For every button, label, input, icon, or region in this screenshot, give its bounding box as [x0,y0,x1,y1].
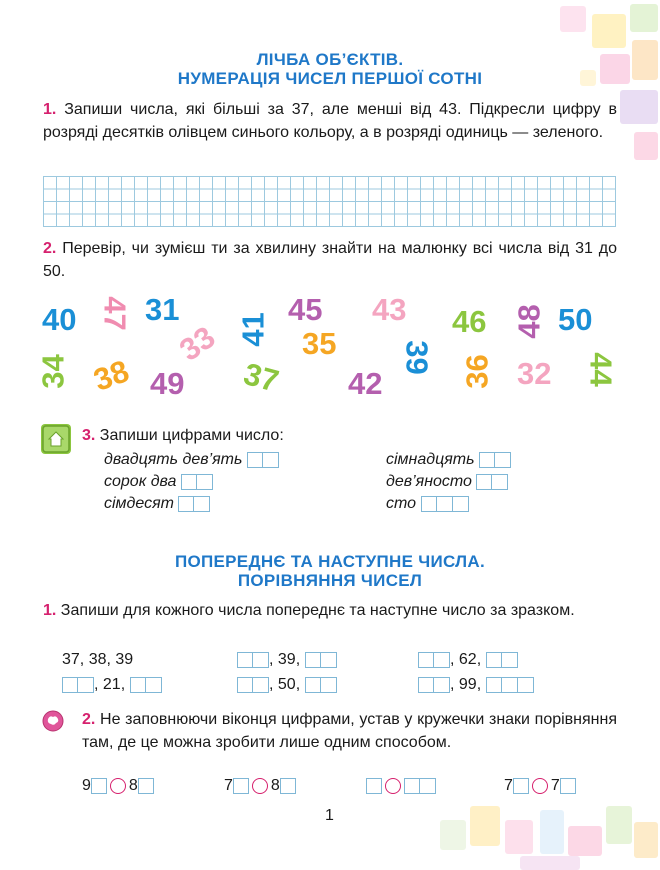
brain-icon [42,710,64,732]
digit-box[interactable] [453,496,469,512]
task3-item-17: сімнадцять [386,450,511,470]
compare-circle[interactable] [532,778,548,794]
digit-box[interactable] [194,496,210,512]
digit-box[interactable] [237,677,253,693]
digit-box[interactable] [486,652,502,668]
digit-box[interactable] [197,474,213,490]
number-48[interactable]: 48 [511,304,547,339]
compare-empty [366,776,436,796]
number-33[interactable]: 33 [173,319,222,368]
digit-box[interactable] [560,778,576,794]
number-36[interactable]: 36 [459,354,495,389]
digit-box[interactable] [253,677,269,693]
number-46[interactable]: 46 [452,304,487,339]
number-37[interactable]: 37 [240,356,283,399]
task2-text [43,237,617,283]
sequence-39: , 39, [237,650,337,670]
number-35[interactable]: 35 [302,326,337,361]
digit-box[interactable] [321,677,337,693]
digit-box[interactable] [502,652,518,668]
number-47[interactable]: 47 [97,296,133,331]
digit-box[interactable] [247,452,263,468]
digit-box[interactable] [62,677,78,693]
task-number: 2. [82,711,96,728]
section2-title [0,552,660,590]
compare-circle[interactable] [252,778,268,794]
compare-9-8: 9 8 [82,776,154,796]
section2-title-line1: ПОПЕРЕДНЄ ТА НАСТУПНЕ ЧИСЛА. [174,552,486,571]
task-text: Запиши числа, які більші за 37, але менші від 43. Підкресли цифру в розряді десятків олівцем синього кольору, а в розряді одиниць — зеленого. [43,101,618,141]
section2-title-line2: ПОРІВНЯННЯ ЧИСЕЛ [237,571,423,590]
digit-box[interactable] [495,452,511,468]
digit-box[interactable] [253,652,269,668]
digit-box[interactable] [178,496,194,512]
digit-box[interactable] [321,652,337,668]
digit-box[interactable] [91,778,107,794]
number-44[interactable]: 44 [583,352,619,387]
digit-box[interactable] [421,496,437,512]
digit-box[interactable] [476,474,492,490]
task3-item-29: двадцять дев’ять [104,450,279,470]
number-50[interactable]: 50 [558,302,593,337]
sequence-21: , 21, [62,675,162,695]
digit-box[interactable] [305,652,321,668]
page-number: 1 [325,807,334,824]
section1-title-line2: НУМЕРАЦІЯ ЧИСЕЛ ПЕРШОЇ СОТНІ [177,69,483,88]
task-number: 3. [82,427,96,444]
number-42[interactable]: 42 [348,366,383,401]
digit-box[interactable] [486,677,502,693]
digit-box[interactable] [404,778,420,794]
compare-circle[interactable] [385,778,401,794]
example-sequence: 37, 38, 39 [62,651,134,668]
number-39[interactable]: 39 [399,340,435,375]
digit-box[interactable] [280,778,296,794]
number-49[interactable]: 49 [150,366,185,401]
task3-item-42: сорок два [104,472,213,492]
number-45[interactable]: 45 [288,292,323,327]
digit-box[interactable] [502,677,518,693]
digit-box[interactable] [418,652,434,668]
task3-text [82,426,284,446]
task3-item-100: сто [386,494,469,514]
task3-item-90: дев’яносто [386,472,508,492]
number-34[interactable]: 34 [35,354,71,389]
number-41[interactable]: 41 [235,312,271,347]
digit-box[interactable] [518,677,534,693]
digit-box[interactable] [233,778,249,794]
number-43[interactable]: 43 [372,292,407,327]
digit-box[interactable] [492,474,508,490]
number-40[interactable]: 40 [42,302,77,337]
answer-grid[interactable] [43,176,616,227]
task-number: 1. [43,101,57,118]
compare-7-7: 7 7 [504,776,576,796]
task1-text [43,98,617,144]
digit-box[interactable] [237,652,253,668]
sequence-99: , 99, [418,675,534,695]
number-38[interactable]: 38 [89,353,134,398]
digit-box[interactable] [305,677,321,693]
digit-box[interactable] [181,474,197,490]
digit-box[interactable] [434,677,450,693]
sequence-50: , 50, [237,675,337,695]
digit-box[interactable] [263,452,279,468]
compare-7-8: 7 8 [224,776,296,796]
digit-box[interactable] [513,778,529,794]
task-text: Запиши для кожного числа попереднє та наступне число за зразком. [60,602,575,619]
task3-item-70: сімдесят [104,494,210,514]
task-number: 1. [43,602,57,619]
s2-task1-text [43,599,617,622]
digit-box[interactable] [78,677,94,693]
task-number: 2. [43,240,57,257]
digit-box[interactable] [138,778,154,794]
digit-box[interactable] [130,677,146,693]
section1-title-line1: ЛІЧБА ОБ’ЄКТІВ. [256,50,404,69]
task-text: Перевір, чи зумієш ти за хвилину знайти на малюнку всі числа від 31 до 50. [43,240,617,280]
s2-task2-text [82,708,617,754]
task-text: Запиши цифрами число: [99,427,284,444]
number-32[interactable]: 32 [517,356,552,391]
task-text: Не заповнюючи віконця цифрами, устав у кружечки знаки порівняння там, де це можна зробити лише одним способом. [82,711,618,751]
section1-title [0,50,660,88]
digit-box[interactable] [420,778,436,794]
digit-box[interactable] [146,677,162,693]
compare-circle[interactable] [110,778,126,794]
digit-box[interactable] [437,496,453,512]
number-31[interactable]: 31 [145,292,180,327]
digit-box[interactable] [434,652,450,668]
home-icon [41,424,71,454]
sequence-62: , 62, [418,650,518,670]
digit-box[interactable] [366,778,382,794]
digit-box[interactable] [418,677,434,693]
digit-box[interactable] [479,452,495,468]
